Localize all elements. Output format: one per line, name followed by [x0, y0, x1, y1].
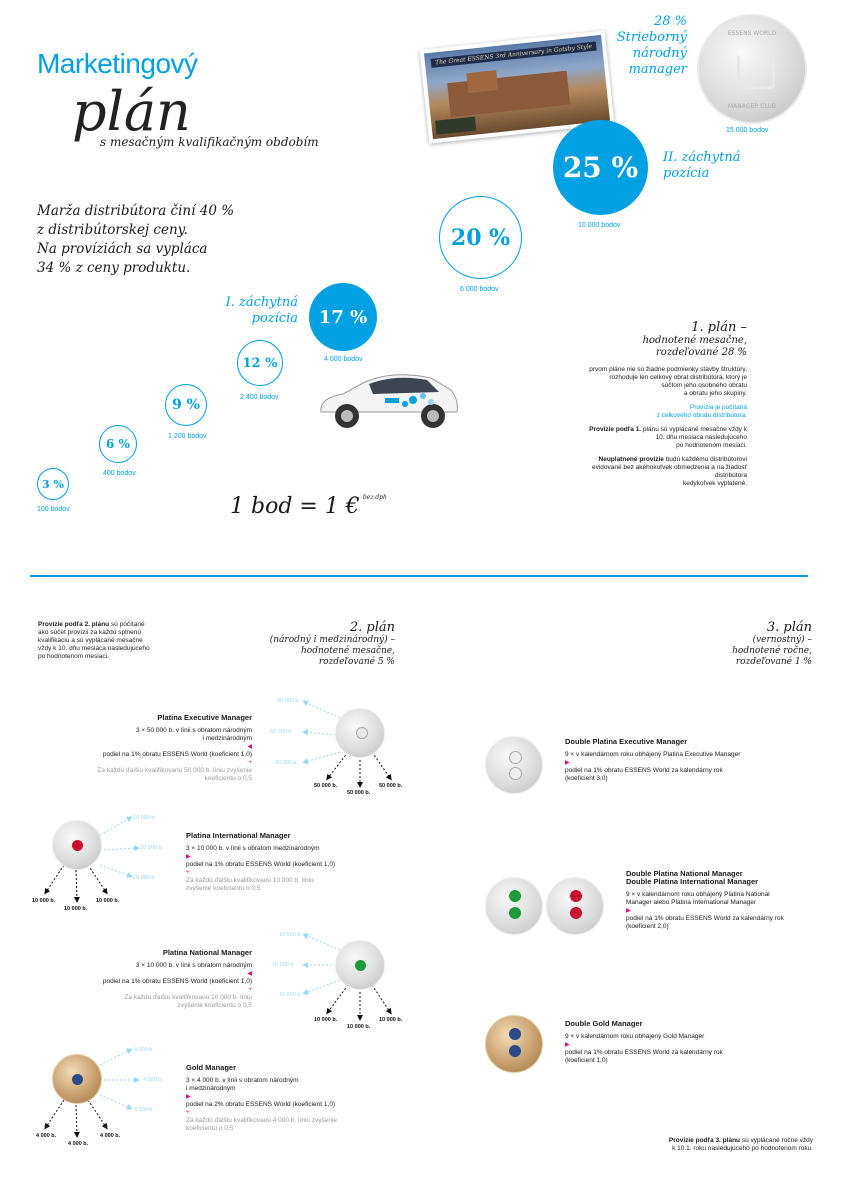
plan1-heading: 1. plán – hodnotené mesačne, rozdeľované 28 %	[642, 320, 747, 358]
silver-manager-label: 28 % Strieborný národný manager	[616, 14, 687, 77]
car-image	[313, 360, 463, 435]
level-3-points: 100 bodov	[37, 506, 70, 513]
pem-ghost-2: 50 000 b.	[270, 729, 293, 735]
level-17-circle: 17 %	[309, 283, 377, 351]
title-line-1: Marketingový	[37, 48, 198, 79]
plan3-heading: 3. plán (vernostný) – hodnotené ročne, rozdeľované 1 %	[732, 620, 812, 667]
dpnm-medal	[485, 877, 543, 935]
pim-line-3: 10 000 b.	[96, 898, 120, 904]
pim-ghost-3: 10 000 b.	[133, 875, 156, 881]
pem-ghost-3: 50 000 b.	[275, 760, 298, 766]
pem-medal	[335, 708, 385, 758]
second-anchor-position: II. záchytná pozícia	[663, 150, 741, 181]
pnm-text: Platina National Manager 3 × 10 000 b. v línii s obratom národným ◀ podiel na 1% obratu ESSENS World (koeficient 1,0) + Za každú ďalšiu kvalifikovanú 10 000 b. líniu zvyšenie koeficientu o 0,5	[102, 948, 252, 1009]
level-25-circle: 25 %	[553, 120, 648, 215]
gm-ghost-1: 4 000 b.	[134, 1047, 154, 1053]
gm-line-2: 4 000 b.	[68, 1141, 89, 1147]
silver-medal: ESSENS WORLD MANAGER CLUB	[697, 14, 807, 124]
level-9-points: 1 200 bodov	[168, 433, 207, 440]
pnm-line-3: 10 000 b.	[379, 1017, 403, 1023]
pem-text: Platina Executive Manager 3 × 50 000 b. v línii s obratom národným i medzinárodným ◀ podiel na 1% obratu ESSENS World (koeficient 1,0) + Za každú ďalšiu kvalifikovanú 50 000 b. líniu zvyšenie koeficientu o 0,5	[97, 713, 252, 782]
pnm-line-1: 10 000 b.	[314, 1017, 338, 1023]
level-6-points: 400 bodov	[103, 470, 136, 477]
pnm-ghost-2: 10 000 b.	[272, 962, 295, 968]
pim-medal	[52, 820, 102, 870]
gm-ghost-3: 4 000 b.	[134, 1107, 154, 1113]
intro-text: Marža distribútora činí 40 % z distribútorskej ceny. Na províziách sa vypláca 34 % z ceny produktu.	[37, 203, 235, 276]
pim-text: Platina International Manager 3 × 10 000 b. v línii s obratom medzinárodným ▶ podiel na 1% obratu ESSENS World (koeficient 1,0) + Za každú ďalšiu kvalifikovanú 10 000 b. líniu zvyšenie koeficientu o 0,5	[186, 831, 336, 892]
first-anchor-position: I. záchytná pozícia	[225, 295, 298, 326]
points-formula: 1 bod = 1 € $^{bez dph}$	[230, 494, 387, 519]
level-12-points: 2 400 bodov	[240, 394, 279, 401]
plan2-heading: 2. plán (národný i medzinárodný) – hodnotené mesačne, rozdeľované 5 %	[269, 620, 395, 667]
plan2-note: Provízie podľa 2. plánu sú počítané ako súčet provízií za každú splnenú kvalifikáciu a sú vyplácané mesačne vždy k 10. dňu mesiaca nasledujúceho po hodnotenom mesiaci.	[38, 621, 150, 660]
title-line-2: plán	[72, 80, 191, 143]
level-3-circle: 3 %	[37, 468, 69, 500]
pnm-ghost-1: 10 000 b.	[279, 932, 302, 938]
level-12-circle: 12 %	[237, 340, 283, 386]
section-divider	[30, 575, 808, 577]
dpem-medal	[485, 736, 543, 794]
gm-medal	[52, 1054, 102, 1104]
subtitle: s mesačným kvalifikačným obdobím	[100, 135, 319, 149]
pim-line-1: 10 000 b.	[32, 898, 56, 904]
pnm-line-2: 10 000 b.	[347, 1024, 371, 1030]
pem-ghost-1: 50 000 b.	[277, 698, 300, 704]
level-6-circle: 6 %	[99, 425, 137, 463]
pnm-ghost-3: 10 000 b.	[279, 992, 302, 998]
pim-ghost-2: 10 000 b.	[140, 845, 163, 851]
dpnm-text: Double Platina National Manager Double Platina International Manager 9 × v kalendárnom roku obhájený Platina National Manager alebo Platina International Manager ▶ podiel na 1% obratu ESSENS World za kalendárny rok (koeficient 2,0)	[626, 869, 784, 930]
gm-ghost-2: 4 000 b.	[143, 1077, 163, 1083]
pnm-medal	[335, 940, 385, 990]
silver-points: 15 000 bodov	[726, 127, 769, 134]
gm-line-1: 4 000 b.	[36, 1133, 57, 1139]
pem-line-1: 50 000 b.	[314, 783, 338, 789]
pim-ghost-1: 10 000 b.	[133, 815, 156, 821]
dpem-text: Double Platina Executive Manager 9 × v kalendárnom roku obhájený Platina Executive Manager ▶ podiel na 1% obratu ESSENS World za kalendárny rok (koeficient 3,0)	[565, 737, 741, 782]
anniversary-photo: The Great ESSENS 3rd Anniversary in Gatsby Style	[420, 31, 615, 144]
level-20-circle: 20 %	[439, 196, 522, 279]
gm-line-3: 4 000 b.	[100, 1133, 121, 1139]
dgm-medal	[485, 1015, 543, 1073]
pim-line-2: 10 000 b.	[64, 906, 88, 912]
level-20-points: 6 000 bodov	[460, 286, 499, 293]
dgm-text: Double Gold Manager 9 × v kalendárnom roku obhájený Gold Manager ▶ podiel na 1% obratu ESSENS World za kalendárny rok (koeficient 1,0)	[565, 1019, 723, 1064]
pem-line-3: 50 000 b.	[379, 783, 403, 789]
plan3-note: Provízie podľa 3. plánu sú vyplácané ročne vždy k 10.1. roku nasledujúceho po hodnotenom roku.	[668, 1137, 813, 1152]
plan1-description: prvom pláne nie sú žiadne podmienky stavby štruktúry, rozhoduje len celkový obrat distribútora, ktorý je súčtom jeho osobného obratu a obratu jeho skupiny. Provízia je počítaná z celkového obratu distribútora. Provízie podľa 1. plánu sú vyplácané mesačne vždy k 10. dňu mesiaca nasledujúceho po hodnotenom mesiaci. Neuplatnené provízie budú každému distribútorovi evidované bez akéhokoľvek obmedzenia a na žiadosť distribútora kedykoľvek vyplatené.	[589, 366, 747, 487]
level-9-circle: 9 %	[165, 384, 207, 426]
level-25-points: 10 000 bodov	[578, 222, 621, 229]
level-17-points: 4 000 bodov	[324, 356, 363, 363]
dpim-medal	[546, 877, 604, 935]
gm-text: Gold Manager 3 × 4 000 b. v línii s obratom národným i medzinárodným ▶ podiel na 2% obratu ESSENS World (koeficient 1,0) + Za každú ďalšiu kvalifikovanú 4 000 b. líniu zvyšenie koeficientu o 0,5	[186, 1063, 338, 1132]
pem-line-2: 50 000 b.	[347, 790, 371, 796]
